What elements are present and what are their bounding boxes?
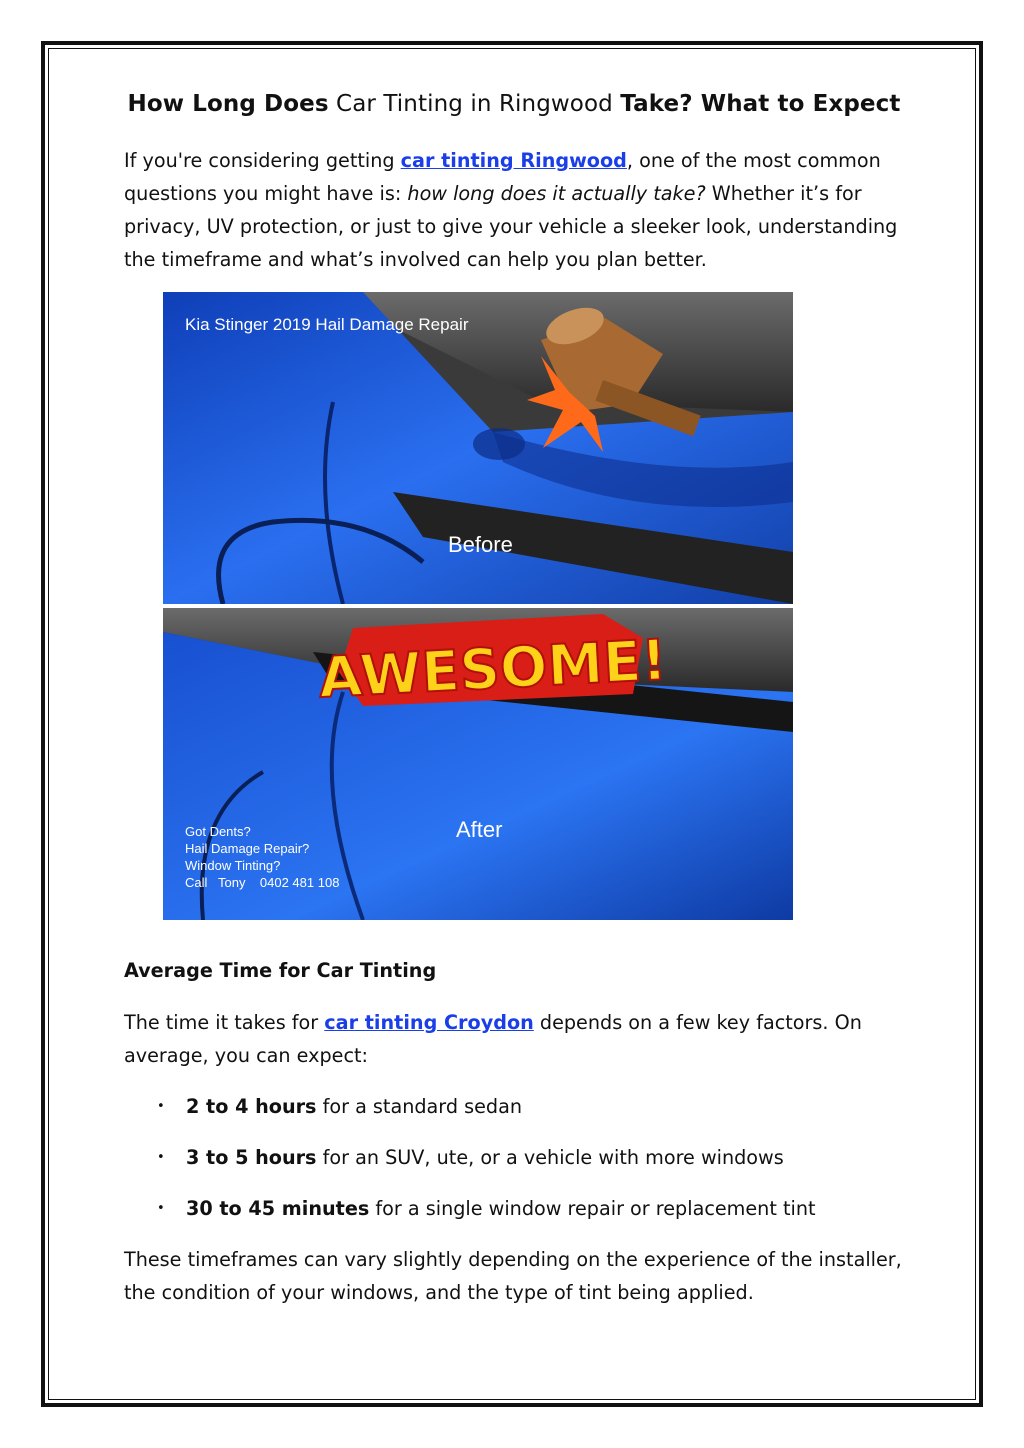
list-item: [124, 1192, 904, 1225]
label-after: After: [456, 817, 503, 842]
promo-line-1: Got Dents?: [185, 824, 251, 839]
label-before: Before: [448, 532, 513, 557]
promo-line-3: Window Tinting?: [185, 858, 281, 873]
link-car-tinting-ringwood[interactable]: car tinting Ringwood: [400, 149, 627, 172]
list-item: [124, 1141, 904, 1174]
list-item-text: for a standard sedan: [316, 1095, 523, 1118]
promo-line-2: Hail Damage Repair?: [185, 841, 310, 856]
section-heading: Average Time for Car Tinting: [124, 959, 437, 982]
bullet-icon: •: [157, 1099, 165, 1114]
section-text-1: The time it takes for: [124, 1011, 325, 1034]
section-paragraph: [124, 1006, 904, 1072]
intro-text-1: If you're considering getting: [124, 149, 401, 172]
caption-top: Kia Stinger 2019 Hail Damage Repair: [185, 315, 469, 334]
intro-italic: how long does it actually take?: [407, 182, 706, 205]
time-list: [124, 1090, 904, 1225]
list-item: [124, 1090, 904, 1123]
before-after-photo: [163, 292, 793, 920]
section-text-2: depends on a few key factors. On average, you can expect:: [124, 1011, 862, 1067]
hail-repair-image: [163, 292, 793, 920]
list-item-bold: 3 to 5 hours: [186, 1146, 317, 1169]
closing-paragraph: These timeframes can vary slightly depending on the experience of the installer, the condition of your windows, and the type of tint being applied.: [124, 1248, 902, 1304]
bullet-icon: •: [157, 1150, 165, 1165]
page-title: [124, 84, 904, 124]
document-content: [124, 84, 904, 1309]
intro-paragraph: [124, 144, 904, 276]
promo-line-4: Call Tony 0402 481 108: [185, 875, 340, 890]
title-regular: Car Tinting in Ringwood: [328, 91, 621, 117]
intro-text-3: Whether it’s for privacy, UV protection, or just to give your vehicle a sleeker look, understanding the timeframe and what’s involved can help you plan better.: [124, 182, 898, 271]
svg-text:AWESOME!: AWESOME!: [317, 627, 669, 712]
bullet-icon: •: [157, 1201, 165, 1216]
list-item-text: for a single window repair or replacement tint: [369, 1197, 816, 1220]
title-bold-1: How Long Does: [127, 91, 329, 117]
intro-text-2: , one of the most common questions you might have is:: [124, 149, 881, 205]
list-item-bold: 30 to 45 minutes: [186, 1197, 370, 1220]
title-bold-2: Take? What to Expect: [620, 91, 901, 117]
list-item-bold: 2 to 4 hours: [186, 1095, 317, 1118]
link-car-tinting-croydon[interactable]: car tinting Croydon: [324, 1011, 534, 1034]
list-item-text: for an SUV, ute, or a vehicle with more windows: [316, 1146, 784, 1169]
